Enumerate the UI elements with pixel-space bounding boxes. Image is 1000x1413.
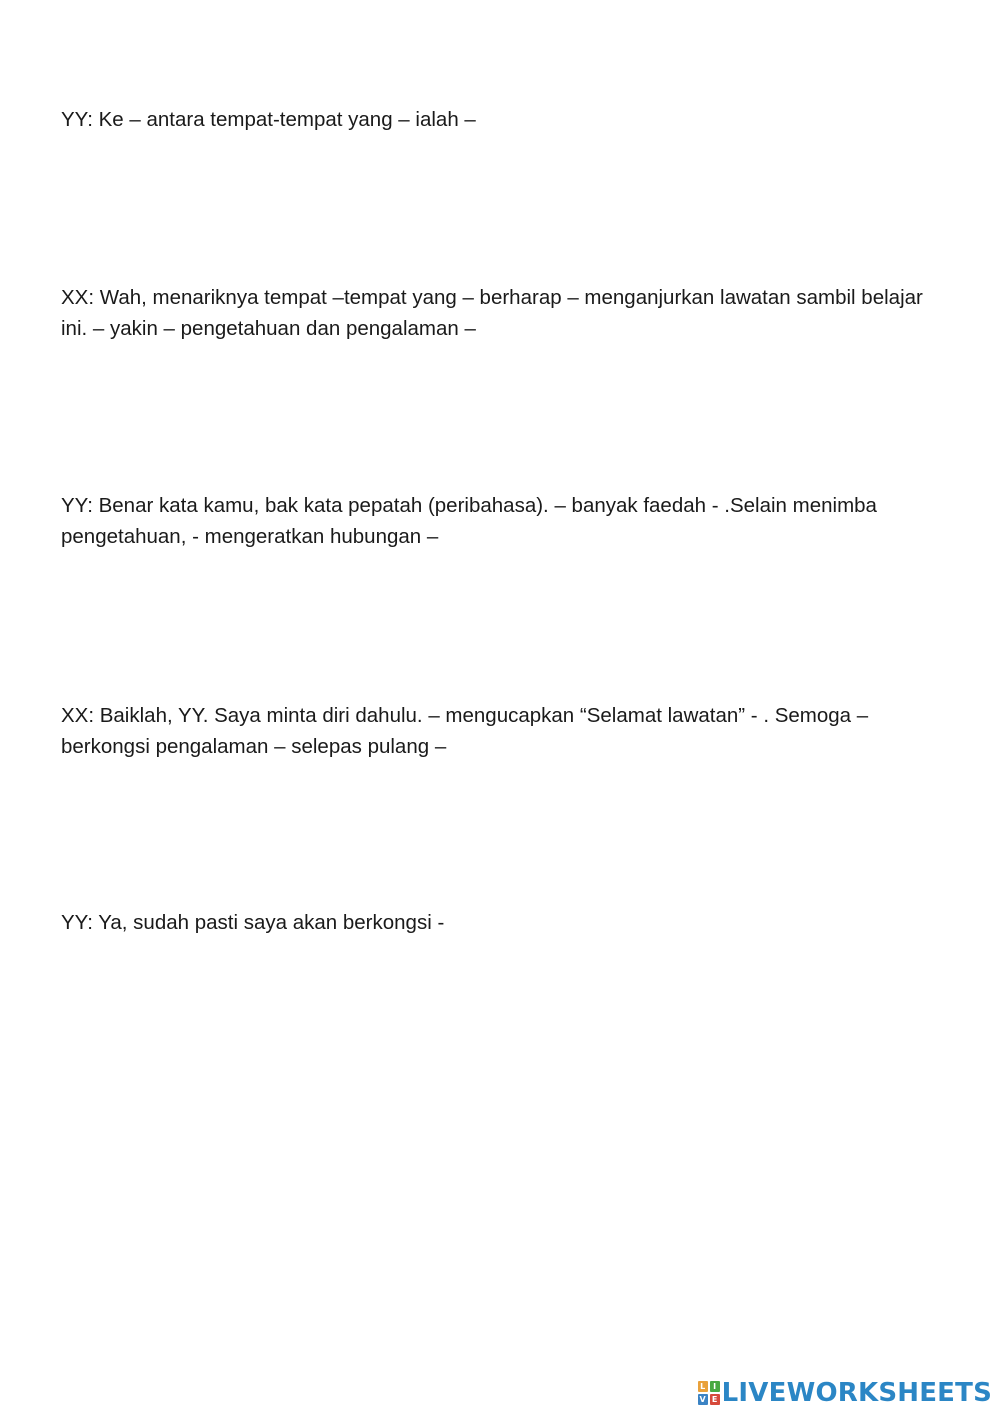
brand-name: LIVEWORKSHEETS: [721, 1378, 992, 1408]
liveworksheets-logo-icon: [698, 1381, 720, 1405]
dialogue-line-1: YY: Ke – antara tempat-tempat yang – ialah –: [61, 108, 476, 131]
dialogue-line-4: XX: Baiklah, YY. Saya minta diri dahulu. – mengucapkan “Selamat lawatan” - . Semoga – berkongsi pengalaman – selepas pulang –: [61, 704, 869, 758]
logo-letter-i: I: [710, 1381, 720, 1392]
logo-letter-e: E: [710, 1394, 720, 1405]
logo-letter-v: V: [699, 1395, 706, 1404]
logo-letter-l: L: [698, 1381, 708, 1392]
dialogue-line-2: XX: Wah, menariknya tempat –tempat yang – berharap – menganjurkan lawatan sambil belajar ini. – yakin – pengetahuan dan pengalaman –: [61, 286, 923, 340]
liveworksheets-logo: [698, 1378, 992, 1408]
dialogue-line-3: YY: Benar kata kamu, bak kata pepatah (peribahasa). – banyak faedah - .Selain menimba pengetahuan, - mengeratkan hubungan –: [61, 494, 877, 548]
dialogue-line-5: YY: Ya, sudah pasti saya akan berkongsi -: [61, 911, 445, 934]
